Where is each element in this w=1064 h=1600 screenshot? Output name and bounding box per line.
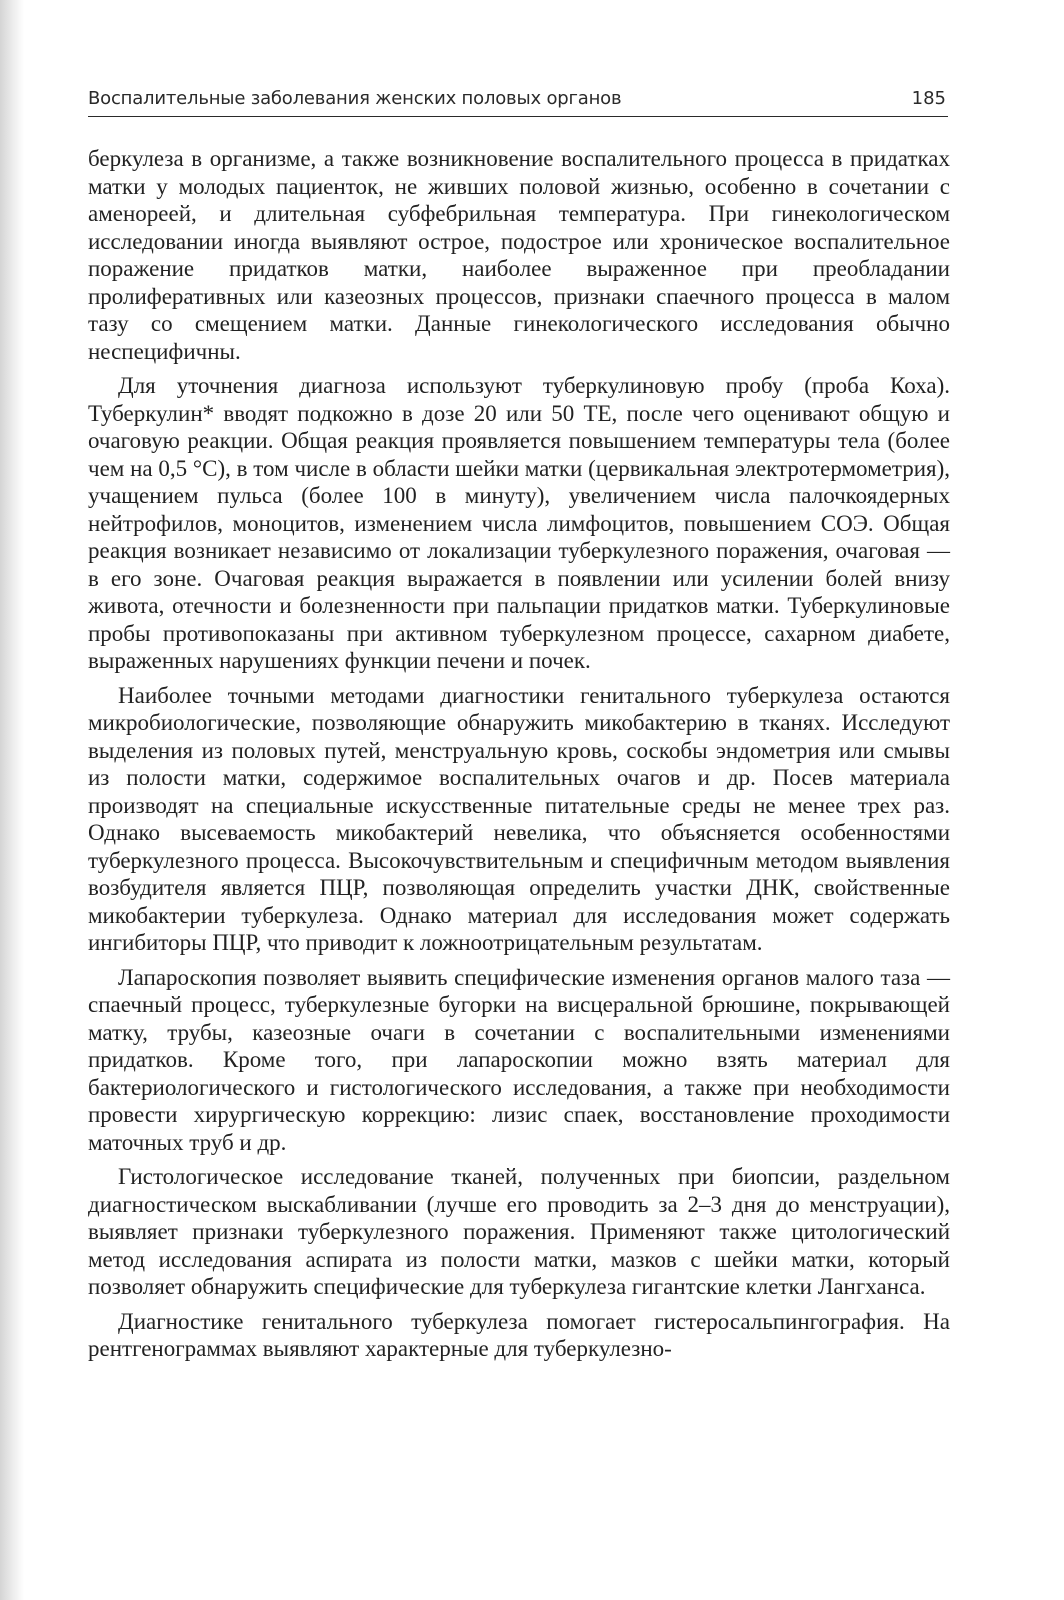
paragraph-histology: Гистологическое исследование тканей, полученных при биопсии, раздельном диагностическом выскабливании (лучше его проводить за 2–3 дня до менструации), выявляет признаки туберкулезного поражения. Применяют также цитологический метод исследования аспирата из полости матки, мазков с шейки матки, который позволяет обнаружить специфические для туберкулеза гигантские клетки Лангханса. xyxy=(88,1164,950,1299)
book-page xyxy=(88,0,950,1600)
paragraph-microbiology: Наиболее точными методами диагностики генитального туберкулеза остаются микробиологические, позволяющие обнаружить микобактерию в тканях. Исследуют выделения из половых путей, менструальную кровь, соскобы эндометрия или смывы из полости матки, содержимое воспалительных очагов и др. Посев материала производят на специальные искусственные питательные среды не менее трех раз. Однако высеваемость микобактерий невелика, что объясняется особенностями туберкулезного процесса. Высокочувствительным и специфичным методом выявления возбудителя является ПЦР, позволяющая определить участки ДНК, свойственные микобактерии туберкулеза. Однако материал для исследования может содержать ингибиторы ПЦР, что приводит к ложноотрицательным результатам. xyxy=(88,682,950,955)
running-title: Воспалительные заболевания женских половых органов xyxy=(88,88,622,109)
body-text xyxy=(88,145,950,1370)
paragraph-tuberculin-test: Для уточнения диагноза используют туберкулиновую пробу (проба Коха). Туберкулин* вводят подкожно в дозе 20 или 50 ТЕ, после чего оценивают общую и очаговую реакции. Общая реакция проявляется повышением температуры тела (более чем на 0,5 °С), в том числе в области шейки матки (цервикальная электротермометрия), учащением пульса (более 100 в минуту), увеличением числа палочкоядерных нейтрофилов, моноцитов, изменением числа лимфоцитов, повышением СОЭ. Общая реакция возникает независимо от локализации туберкулезного поражения, очаговая — в его зоне. Очаговая реакция выражается в появлении или усилении болей внизу живота, отечности и болезненности при пальпации придатков матки. Туберкулиновые пробы противопоказаны при активном туберкулезном процессе, сахарном диабете, выраженных нарушениях функции печени и почек. xyxy=(88,373,950,673)
page-gutter-shadow xyxy=(0,0,24,1600)
page-number: 185 xyxy=(911,88,946,109)
paragraph-laparoscopy: Лапароскопия позволяет выявить специфические изменения органов малого таза — спаечный процесс, туберкулезные бугорки на висцеральной брюшине, покрывающей матку, трубы, казеозные очаги в сочетании с воспалительными изменениями придатков. Кроме того, при лапароскопии можно взять материал для бактериологического и гистологического исследования, а также при необходимости провести хирургическую коррекцию: лизис спаек, восстановление проходимости маточных труб и др. xyxy=(88,964,950,1155)
running-head xyxy=(88,86,948,117)
paragraph-continuation: беркулеза в организме, а также возникновение воспалительного процесса в придатках матки у молодых пациенток, не живших половой жизнью, особенно в сочетании с аменореей, и длительная субфебрильная температура. При гинекологическом исследовании иногда выявляют острое, подострое или хроническое воспалительное поражение придатков матки, наиболее выраженное при преобладании пролиферативных или казеозных процессов, признаки спаечного процесса в малом тазу со смещением матки. Данные гинекологического исследования обычно неспецифичны. xyxy=(88,146,950,364)
paragraph-hysterosalpingography: Диагностике генитального туберкулеза помогает гистеросальпингография. На рентгенограммах выявляют характерные для туберкулезно- xyxy=(88,1308,950,1361)
